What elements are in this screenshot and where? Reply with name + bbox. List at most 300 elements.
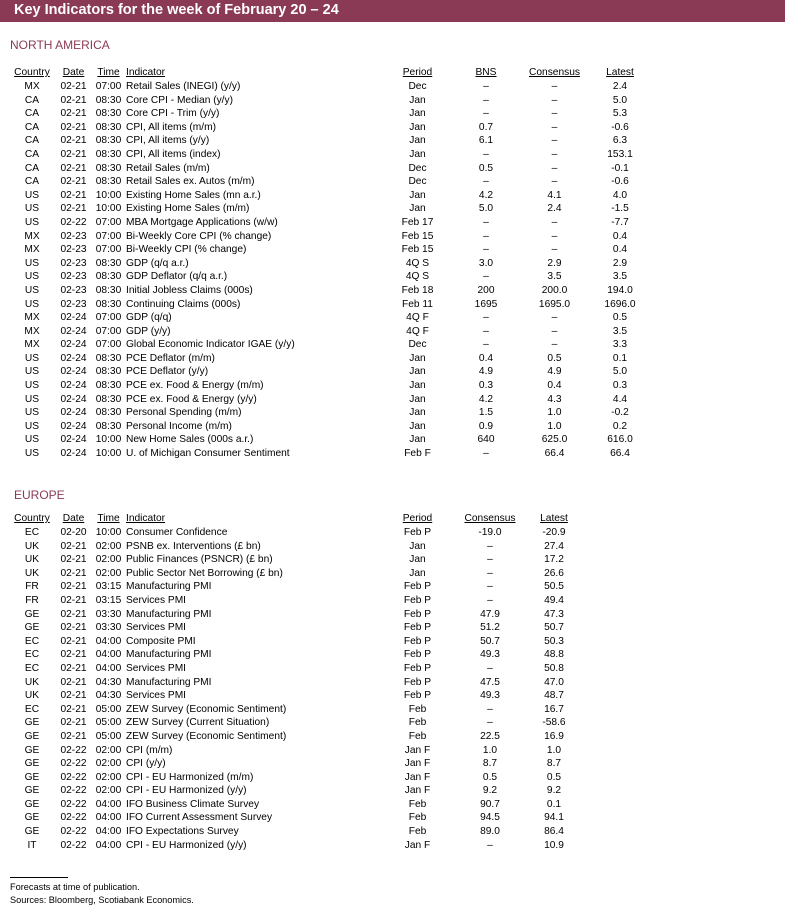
table-cell: CA: [24, 108, 40, 120]
table-cell: 10:00: [95, 203, 122, 215]
table-cell: –: [551, 162, 558, 174]
table-row: [8, 676, 583, 690]
table-cell: 9.2: [482, 785, 498, 797]
table-cell: –: [551, 339, 558, 351]
table-row: [8, 393, 648, 407]
table-cell: Feb: [408, 717, 427, 729]
table-cell: Retail Sales ex. Autos (m/m): [126, 176, 255, 188]
table-cell: 04:00: [95, 826, 122, 838]
table-cell: Existing Home Sales (mn a.r.): [126, 189, 261, 201]
table-cell: 1696.0: [604, 298, 636, 310]
table-cell: 04:00: [95, 649, 122, 661]
table-cell: -20.9: [542, 527, 566, 538]
table-cell: 02-21: [60, 717, 87, 729]
table-cell: Feb P: [403, 608, 432, 620]
table-cell: –: [483, 81, 489, 92]
table-cell: 50.7: [544, 622, 564, 634]
table-cell: 4.2: [478, 189, 494, 201]
table-cell: CPI - EU Harmonized (y/y): [126, 785, 247, 797]
table-cell: 22.5: [480, 730, 500, 742]
table-cell: US: [24, 352, 40, 364]
table-cell: 625.0: [541, 434, 568, 446]
table-cell: IFO Expectations Survey: [126, 826, 239, 838]
table-cell: 66.4: [610, 448, 630, 460]
table-cell: US: [24, 271, 40, 283]
table-row: [8, 121, 648, 135]
table-cell: 1695: [474, 298, 498, 310]
table-cell: 50.8: [544, 662, 564, 674]
table-cell: Jan: [409, 380, 426, 392]
table-cell: GDP (q/q): [126, 312, 172, 324]
table-cell: –: [487, 839, 493, 851]
table-cell: 02-21: [60, 622, 87, 634]
table-row: [8, 784, 583, 798]
table-cell: Consumer Confidence: [126, 527, 228, 538]
table-cell: Jan: [409, 434, 426, 446]
table-cell: 02:00: [95, 744, 122, 756]
table-cell: 0.7: [478, 121, 494, 133]
table-cell: U. of Michigan Consumer Sentiment: [126, 448, 290, 460]
table-cell: –: [551, 135, 558, 147]
table-cell: 02-21: [60, 690, 87, 702]
table-row: [8, 162, 648, 176]
table-cell: –: [483, 230, 489, 242]
table-cell: 08:30: [95, 94, 122, 106]
table-cell: ZEW Survey (Current Situation): [126, 717, 270, 729]
table-cell: PCE Deflator (m/m): [126, 352, 215, 364]
table-cell: 51.2: [480, 622, 500, 634]
table-cell: PCE Deflator (y/y): [126, 366, 209, 378]
table-cell: GE: [24, 771, 40, 783]
table-cell: Manufacturing PMI: [126, 608, 212, 620]
table-cell: 6.1: [478, 135, 494, 147]
table-cell: 5.0: [612, 366, 628, 378]
table-cell: 4.4: [612, 393, 628, 405]
table-cell: Jan: [409, 567, 426, 579]
table-cell: –: [551, 312, 558, 324]
table-row: [8, 757, 583, 771]
table-cell: ZEW Survey (Economic Sentiment): [126, 730, 287, 742]
table-cell: 5.3: [612, 108, 628, 120]
table-row: [8, 825, 583, 839]
table-cell: Jan F: [404, 839, 431, 851]
table-cell: EC: [24, 635, 40, 647]
col-latest: Latest: [540, 513, 568, 524]
table-cell: CA: [24, 176, 40, 188]
table-cell: Services PMI: [126, 662, 187, 674]
table-cell: 02-21: [60, 608, 87, 620]
table-row: [8, 447, 648, 461]
table-row: [8, 433, 648, 447]
table-cell: 02-23: [60, 298, 87, 310]
col-country: Country: [14, 513, 50, 524]
table-cell: 07:00: [95, 339, 122, 351]
table-cell: PSNB ex. Interventions (£ bn): [126, 540, 261, 552]
table-cell: GE: [24, 717, 40, 729]
table-cell: 2.9: [612, 257, 628, 269]
table-cell: Jan: [409, 420, 426, 432]
table-row: [8, 189, 648, 203]
table-row: [8, 744, 583, 758]
table-cell: 02-21: [60, 135, 87, 147]
table-cell: 08:30: [95, 352, 122, 364]
table-cell: 49.3: [480, 649, 500, 661]
table-cell: Feb: [408, 798, 427, 810]
table-cell: 4.1: [547, 189, 562, 201]
table-cell: Feb P: [403, 622, 432, 634]
table-cell: 50.7: [480, 635, 500, 647]
table-row: [8, 716, 583, 730]
table-cell: Jan: [409, 189, 426, 201]
col-latest: Latest: [606, 67, 634, 78]
table-cell: UK: [24, 676, 40, 688]
table-cell: Feb P: [403, 594, 432, 606]
table-cell: 49.3: [480, 690, 500, 702]
table-row: [8, 230, 648, 244]
table-cell: –: [551, 121, 558, 133]
table-cell: -7.7: [611, 216, 629, 228]
table-cell: 0.1: [546, 798, 562, 810]
table-cell: 66.4: [544, 448, 565, 460]
footnote-forecasts: Forecasts at time of publication.: [10, 882, 140, 892]
table-row: [8, 379, 648, 393]
table-cell: 08:30: [95, 420, 122, 432]
table-cell: Dec: [408, 339, 427, 351]
table-cell: Feb: [408, 730, 427, 742]
table-cell: 02-21: [60, 81, 87, 92]
table-cell: PCE ex. Food & Energy (y/y): [126, 393, 257, 405]
table-cell: Manufacturing PMI: [126, 581, 212, 593]
table-cell: CA: [24, 135, 40, 147]
table-cell: Jan F: [404, 758, 431, 770]
table-cell: 0.9: [478, 420, 494, 432]
footnote-sources: Sources: Bloomberg, Scotiabank Economics.: [10, 895, 194, 905]
table-cell: 2.9: [547, 257, 562, 269]
table-cell: GE: [24, 826, 40, 838]
table-cell: 02-21: [60, 121, 87, 133]
table-cell: Bi-Weekly Core CPI (% change): [126, 230, 272, 242]
table-cell: 02:00: [95, 771, 122, 783]
table-cell: EC: [24, 703, 40, 715]
north-america-table: [8, 66, 648, 461]
na-table-body: [8, 80, 648, 461]
table-cell: Retail Sales (m/m): [126, 162, 210, 174]
table-cell: 02-22: [60, 758, 87, 770]
table-cell: UK: [24, 554, 40, 566]
table-cell: 02-21: [60, 581, 87, 593]
table-cell: Feb P: [403, 635, 432, 647]
table-cell: CPI (y/y): [126, 758, 166, 770]
table-cell: 0.5: [547, 352, 562, 364]
col-period: Period: [402, 67, 433, 78]
table-cell: -0.6: [611, 121, 629, 133]
table-cell: 4Q S: [405, 271, 430, 283]
table-cell: IFO Business Climate Survey: [126, 798, 260, 810]
table-cell: -0.2: [611, 407, 629, 419]
table-cell: CPI - EU Harmonized (m/m): [126, 771, 254, 783]
table-cell: 02-21: [60, 567, 87, 579]
table-cell: 94.1: [544, 812, 564, 824]
table-cell: IT: [27, 839, 37, 851]
table-cell: 86.4: [544, 826, 564, 838]
table-row: [8, 365, 648, 379]
table-cell: 08:30: [95, 380, 122, 392]
table-cell: 02-22: [60, 798, 87, 810]
table-cell: 16.9: [544, 730, 564, 742]
table-cell: 3.0: [478, 257, 494, 269]
table-cell: 0.5: [612, 312, 628, 324]
table-cell: 153.1: [607, 148, 633, 160]
table-cell: 0.4: [478, 352, 494, 364]
col-time: Time: [97, 67, 120, 78]
table-row: [8, 311, 648, 325]
table-cell: Feb P: [403, 527, 432, 538]
table-cell: –: [487, 717, 493, 729]
table-cell: 27.4: [544, 540, 564, 552]
table-cell: EC: [24, 662, 40, 674]
table-cell: 02-24: [60, 325, 87, 337]
table-cell: 0.3: [612, 380, 628, 392]
table-cell: Feb: [408, 703, 427, 715]
table-row: [8, 270, 648, 284]
col-date: Date: [62, 513, 85, 524]
table-cell: US: [24, 434, 40, 446]
table-cell: Services PMI: [126, 594, 187, 606]
table-cell: 0.1: [612, 352, 628, 364]
col-consensus: Consensus: [464, 513, 516, 524]
table-cell: Public Finances (PSNCR) (£ bn): [126, 554, 273, 566]
table-cell: 2.4: [547, 203, 562, 215]
table-cell: Jan: [409, 352, 426, 364]
table-cell: Feb: [408, 826, 427, 838]
table-cell: –: [483, 325, 489, 337]
table-cell: 47.5: [480, 676, 500, 688]
table-cell: 04:00: [95, 662, 122, 674]
table-cell: 02-24: [60, 339, 87, 351]
table-row: [8, 420, 648, 434]
table-cell: 02-21: [60, 176, 87, 188]
table-row: [8, 811, 583, 825]
table-cell: 08:30: [95, 366, 122, 378]
table-cell: US: [24, 448, 40, 460]
table-cell: US: [24, 366, 40, 378]
table-cell: 03:30: [95, 622, 122, 634]
table-cell: 02:00: [95, 540, 122, 552]
north-america-heading: NORTH AMERICA: [10, 38, 110, 52]
table-cell: CPI (m/m): [126, 744, 173, 756]
table-cell: 02-23: [60, 257, 87, 269]
page-title: Key Indicators for the week of February 20 – 24: [14, 2, 339, 18]
table-row: [8, 635, 583, 649]
table-cell: –: [487, 703, 493, 715]
table-cell: 02:00: [95, 554, 122, 566]
table-cell: 1.0: [547, 407, 562, 419]
table-cell: –: [483, 148, 489, 160]
table-cell: 02-22: [60, 771, 87, 783]
table-cell: 1.0: [482, 744, 498, 756]
table-cell: -1.5: [611, 203, 629, 215]
table-cell: 4.2: [478, 393, 494, 405]
title-banner: [0, 0, 785, 22]
table-cell: –: [551, 230, 558, 242]
table-cell: 02-21: [60, 594, 87, 606]
table-cell: Personal Spending (m/m): [126, 407, 242, 419]
table-cell: 5.0: [478, 203, 494, 215]
table-cell: 194.0: [607, 284, 633, 296]
table-cell: MX: [24, 81, 40, 92]
table-cell: -0.6: [611, 176, 629, 188]
table-cell: 02-24: [60, 366, 87, 378]
table-row: [8, 257, 648, 271]
table-cell: MX: [24, 230, 40, 242]
table-cell: 4.9: [478, 366, 494, 378]
table-cell: 02-24: [60, 407, 87, 419]
table-cell: US: [24, 203, 40, 215]
table-cell: 02-21: [60, 554, 87, 566]
table-cell: CPI, All items (index): [126, 148, 221, 160]
table-cell: 4.0: [612, 189, 628, 201]
table-cell: 9.2: [546, 785, 562, 797]
table-cell: 02-23: [60, 244, 87, 256]
table-cell: 10:00: [95, 189, 122, 201]
table-cell: Jan F: [404, 744, 431, 756]
table-cell: –: [487, 567, 493, 579]
table-cell: 07:00: [95, 216, 122, 228]
table-cell: 02-24: [60, 448, 87, 460]
table-cell: 8.7: [482, 758, 498, 770]
table-cell: CA: [24, 121, 40, 133]
table-row: [8, 352, 648, 366]
table-cell: Jan: [409, 393, 426, 405]
table-cell: Public Sector Net Borrowing (£ bn): [126, 567, 283, 579]
col-indicator: Indicator: [126, 67, 166, 78]
table-row: [8, 580, 583, 594]
table-cell: –: [487, 540, 493, 552]
table-cell: –: [483, 244, 489, 256]
col-country: Country: [14, 67, 50, 78]
table-cell: 02:00: [95, 785, 122, 797]
table-cell: 02:00: [95, 567, 122, 579]
table-cell: 08:30: [95, 257, 122, 269]
table-cell: 02-22: [60, 812, 87, 824]
table-cell: Dec: [408, 162, 427, 174]
table-cell: GE: [24, 622, 40, 634]
table-cell: Services PMI: [126, 622, 187, 634]
table-cell: Jan: [409, 366, 426, 378]
europe-heading: EUROPE: [14, 488, 65, 502]
table-row: [8, 662, 583, 676]
table-cell: GDP (q/q a.r.): [126, 257, 189, 269]
table-cell: Feb: [408, 812, 427, 824]
table-row: [8, 107, 648, 121]
table-cell: 10:00: [95, 527, 122, 538]
table-cell: 10:00: [95, 434, 122, 446]
table-cell: 48.8: [544, 649, 564, 661]
table-row: [8, 243, 648, 257]
table-cell: 16.7: [544, 703, 564, 715]
table-cell: –: [551, 94, 558, 106]
col-period: Period: [402, 513, 433, 524]
table-cell: Feb 11: [402, 298, 433, 310]
table-cell: 05:00: [95, 717, 122, 729]
table-cell: 0.5: [546, 771, 562, 783]
table-cell: 200: [477, 284, 495, 296]
table-cell: 02-24: [60, 420, 87, 432]
eu-table-body: [8, 526, 583, 852]
table-cell: Manufacturing PMI: [126, 676, 212, 688]
table-cell: Existing Home Sales (m/m): [126, 203, 250, 215]
col-date: Date: [62, 67, 85, 78]
table-cell: EC: [24, 649, 40, 661]
table-cell: -58.6: [542, 717, 566, 729]
table-cell: 0.4: [612, 244, 628, 256]
table-row: [8, 325, 648, 339]
table-row: [8, 689, 583, 703]
table-row: [8, 648, 583, 662]
table-cell: Feb P: [403, 690, 432, 702]
table-cell: 02-22: [60, 744, 87, 756]
table-cell: UK: [24, 567, 40, 579]
table-row: [8, 94, 648, 108]
table-row: [8, 148, 648, 162]
table-row: [8, 553, 583, 567]
table-cell: 02-21: [60, 676, 87, 688]
table-cell: 02-21: [60, 635, 87, 647]
table-cell: 02-23: [60, 230, 87, 242]
table-cell: 02-24: [60, 380, 87, 392]
table-cell: CA: [24, 148, 40, 160]
table-cell: 5.0: [612, 94, 628, 106]
table-cell: US: [24, 407, 40, 419]
table-cell: CA: [24, 162, 40, 174]
table-cell: 02-21: [60, 189, 87, 201]
table-cell: 47.0: [544, 676, 564, 688]
table-cell: 50.5: [544, 581, 564, 593]
table-cell: 02-21: [60, 148, 87, 160]
table-cell: GE: [24, 798, 40, 810]
table-cell: 3.5: [547, 271, 562, 283]
table-cell: 02-21: [60, 730, 87, 742]
table-row: [8, 298, 648, 312]
table-cell: 08:30: [95, 148, 122, 160]
footnote-rule: [10, 877, 68, 878]
table-row: [8, 798, 583, 812]
table-cell: –: [483, 216, 489, 228]
table-row: [8, 202, 648, 216]
table-row: [8, 730, 583, 744]
table-cell: FR: [25, 594, 39, 606]
table-cell: –: [487, 554, 493, 566]
table-cell: 0.5: [482, 771, 498, 783]
table-cell: 04:00: [95, 812, 122, 824]
table-cell: Core CPI - Trim (y/y): [126, 108, 220, 120]
europe-table: [8, 512, 583, 852]
table-cell: 08:30: [95, 271, 122, 283]
table-row: [8, 839, 583, 853]
table-cell: 0.3: [478, 380, 494, 392]
table-cell: 03:30: [95, 608, 122, 620]
table-cell: Feb 17: [401, 216, 434, 228]
na-header-row: [8, 66, 648, 80]
table-row: [8, 608, 583, 622]
table-cell: 1695.0: [538, 298, 571, 310]
table-cell: 8.7: [546, 758, 562, 770]
table-cell: 4Q F: [406, 312, 429, 324]
table-cell: –: [551, 244, 558, 256]
table-cell: Feb 15: [401, 244, 434, 256]
table-cell: CA: [24, 94, 40, 106]
table-cell: 02:00: [95, 758, 122, 770]
